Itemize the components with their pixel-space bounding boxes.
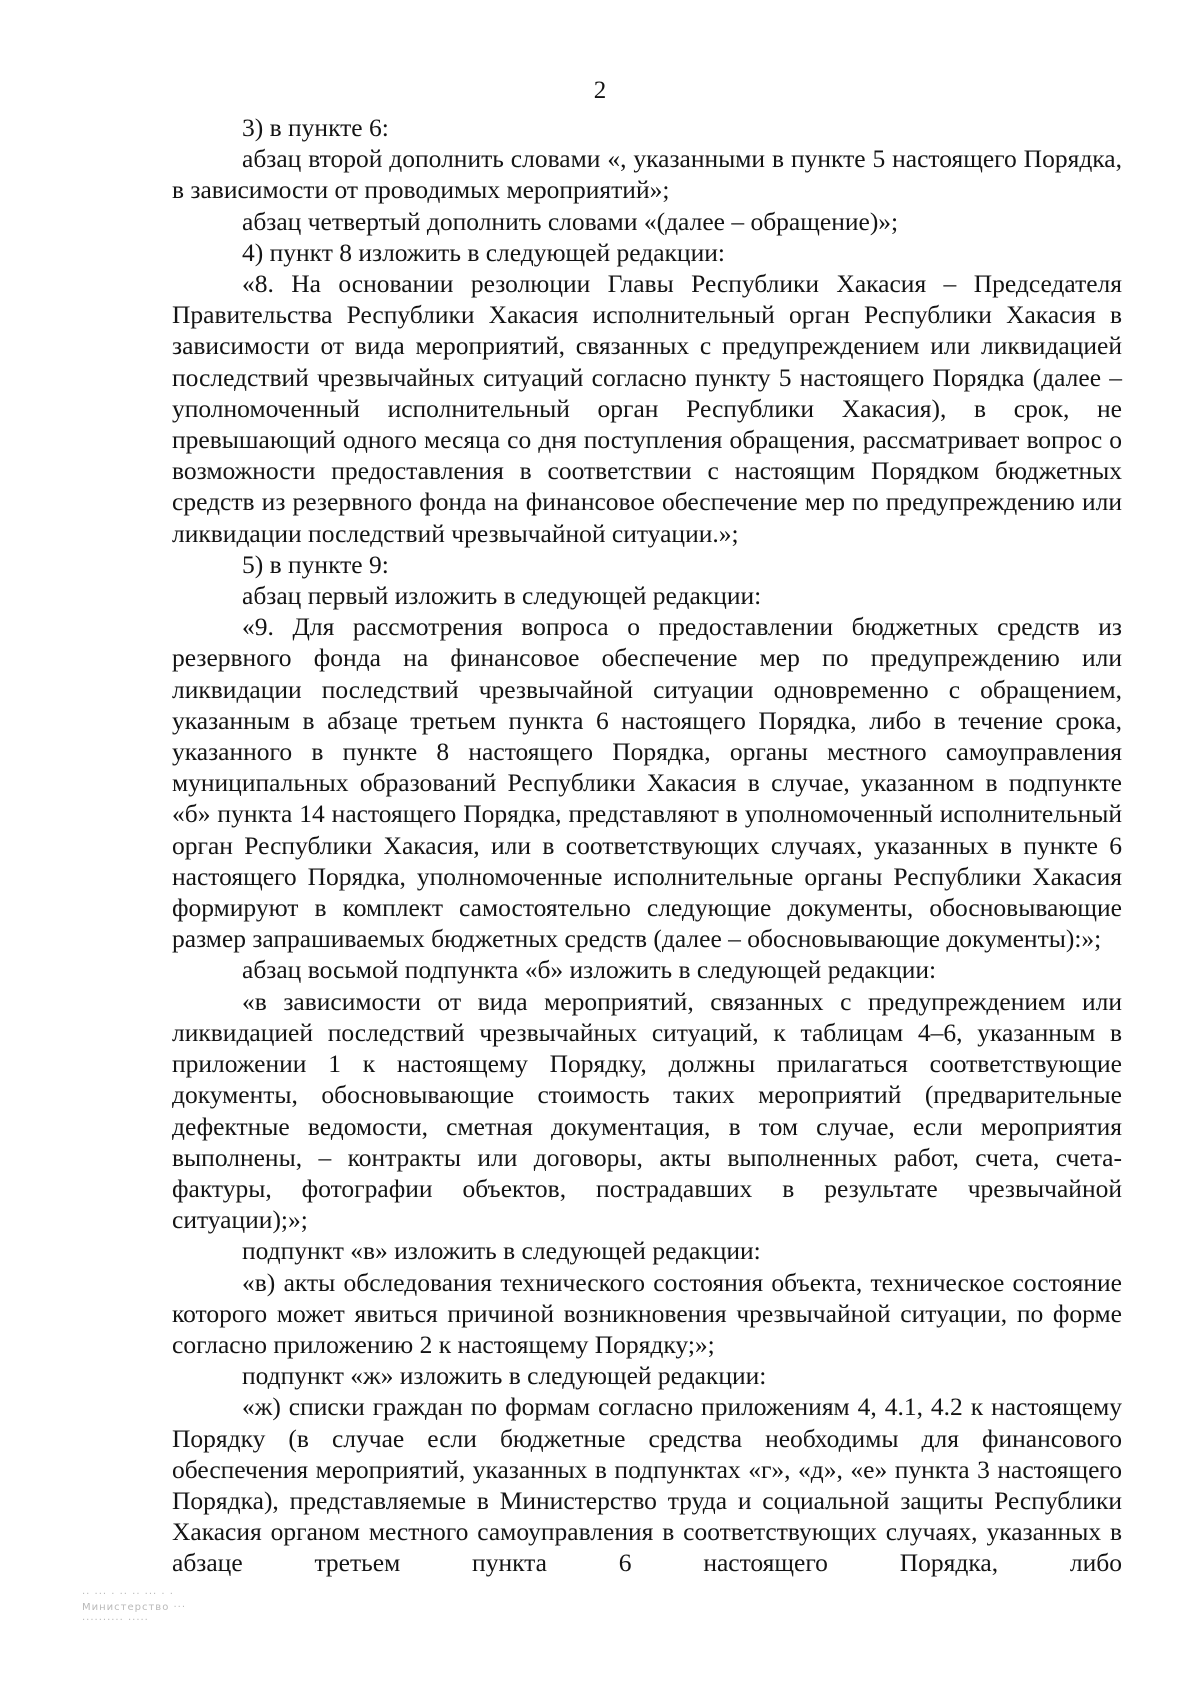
paragraph: абзац восьмой подпункта «б» изложить в следующей редакции: <box>242 955 937 985</box>
paragraph: «8. На основании резолюции Главы Республики Хакасия – Председателя Правительства Республики Хакасия исполнительный орган Республики Хакасия в зависимости от вида мероприятий, связанных с предупреждением или ликвидацией последствий чрезвычайных ситуаций согласно пункту 5 настоящего Порядка (далее – уполномоченный исполнительный орган Республики Хакасия), в срок, не превышающий одного месяца со дня поступления обращения, рассматривает вопрос о возможности предоставления в соответствии с настоящим Порядком бюджетных средств из резервного фонда на финансовое обеспечение мер по предупреждению или ликвидации последствий чрезвычайной ситуации.»; <box>172 269 1122 548</box>
paragraph: абзац второй дополнить словами «, указанными в пункте 5 настоящего Порядка, в зависимости от проводимых мероприятий»; <box>172 144 1122 205</box>
stamp-line: ·· ··· · ·· ·· ··· · · <box>82 1589 174 1600</box>
page-number: 2 <box>593 77 607 104</box>
paragraph: 4) пункт 8 изложить в следующей редакции: <box>242 237 725 267</box>
stamp-line: Министерство ··· <box>82 1602 187 1613</box>
paragraph: подпункт «ж» изложить в следующей редакции: <box>242 1361 767 1391</box>
paragraph: подпункт «в» изложить в следующей редакции: <box>242 1236 761 1266</box>
paragraph: «ж) списки граждан по формам согласно приложениям 4, 4.1, 4.2 к настоящему Порядку (в случае если бюджетные средства необходимы для финансового обеспечения мероприятий, указанных в подпунктах «г», «д», «е» пункта 3 настоящего Порядка), представляемые в Министерство труда и социальной защиты Республики Хакасия органом местного самоуправления в соответствующих случаях, указанных в абзаце третьем пункта 6 настоящего Порядка, либо <box>172 1392 1122 1578</box>
paragraph: абзац первый изложить в следующей редакции: <box>242 581 762 611</box>
faint-stamp <box>82 1588 302 1627</box>
paragraph: «9. Для рассмотрения вопроса о предоставлении бюджетных средств из резервного фонда на финансовое обеспечение мер по предупреждению или ликвидации последствий чрезвычайной ситуации одновременно с обращением, указанным в абзаце третьем пункта 6 настоящего Порядка, либо в течение срока, указанного в пункте 8 настоящего Порядка, органы местного самоуправления муниципальных образований Республики Хакасия в случае, указанном в подпункте «б» пункта 14 настоящего Порядка, представляют в уполномоченный исполнительный орган Республики Хакасия, или в соответствующих случаях, указанных в пункте 6 настоящего Порядка, уполномоченные исполнительные органы Республики Хакасия формируют в комплект самостоятельно следующие документы, обосновывающие размер запрашиваемых бюджетных средств (далее – обосновывающие документы):»; <box>172 612 1122 954</box>
paragraph: «в зависимости от вида мероприятий, связанных с предупреждением или ликвидацией последствий чрезвычайных ситуаций, к таблицам 4–6, указанным в приложении 1 к настоящему Порядку, должны прилагаться соответствующие документы, обосновывающие стоимость таких мероприятий (предварительные дефектные ведомости, сметная документация, в том случае, если мероприятия выполнены, – контракты или договоры, акты выполненных работ, счета, счета-фактуры, фотографии объектов, пострадавших в результате чрезвычайной ситуации);»; <box>172 986 1122 1235</box>
stamp-line: ·········· ····· <box>82 1615 149 1626</box>
paragraph: «в) акты обследования технического состояния объекта, техническое состояние которого может явиться причиной возникновения чрезвычайной ситуации, по форме согласно приложению 2 к настоящему Порядку;»; <box>172 1267 1122 1359</box>
paragraph: абзац четвертый дополнить словами «(далее – обращение)»; <box>242 206 899 236</box>
paragraph: 3) в пункте 6: <box>242 113 389 142</box>
document-body <box>172 112 1122 1579</box>
paragraph: 5) в пункте 9: <box>242 549 389 579</box>
